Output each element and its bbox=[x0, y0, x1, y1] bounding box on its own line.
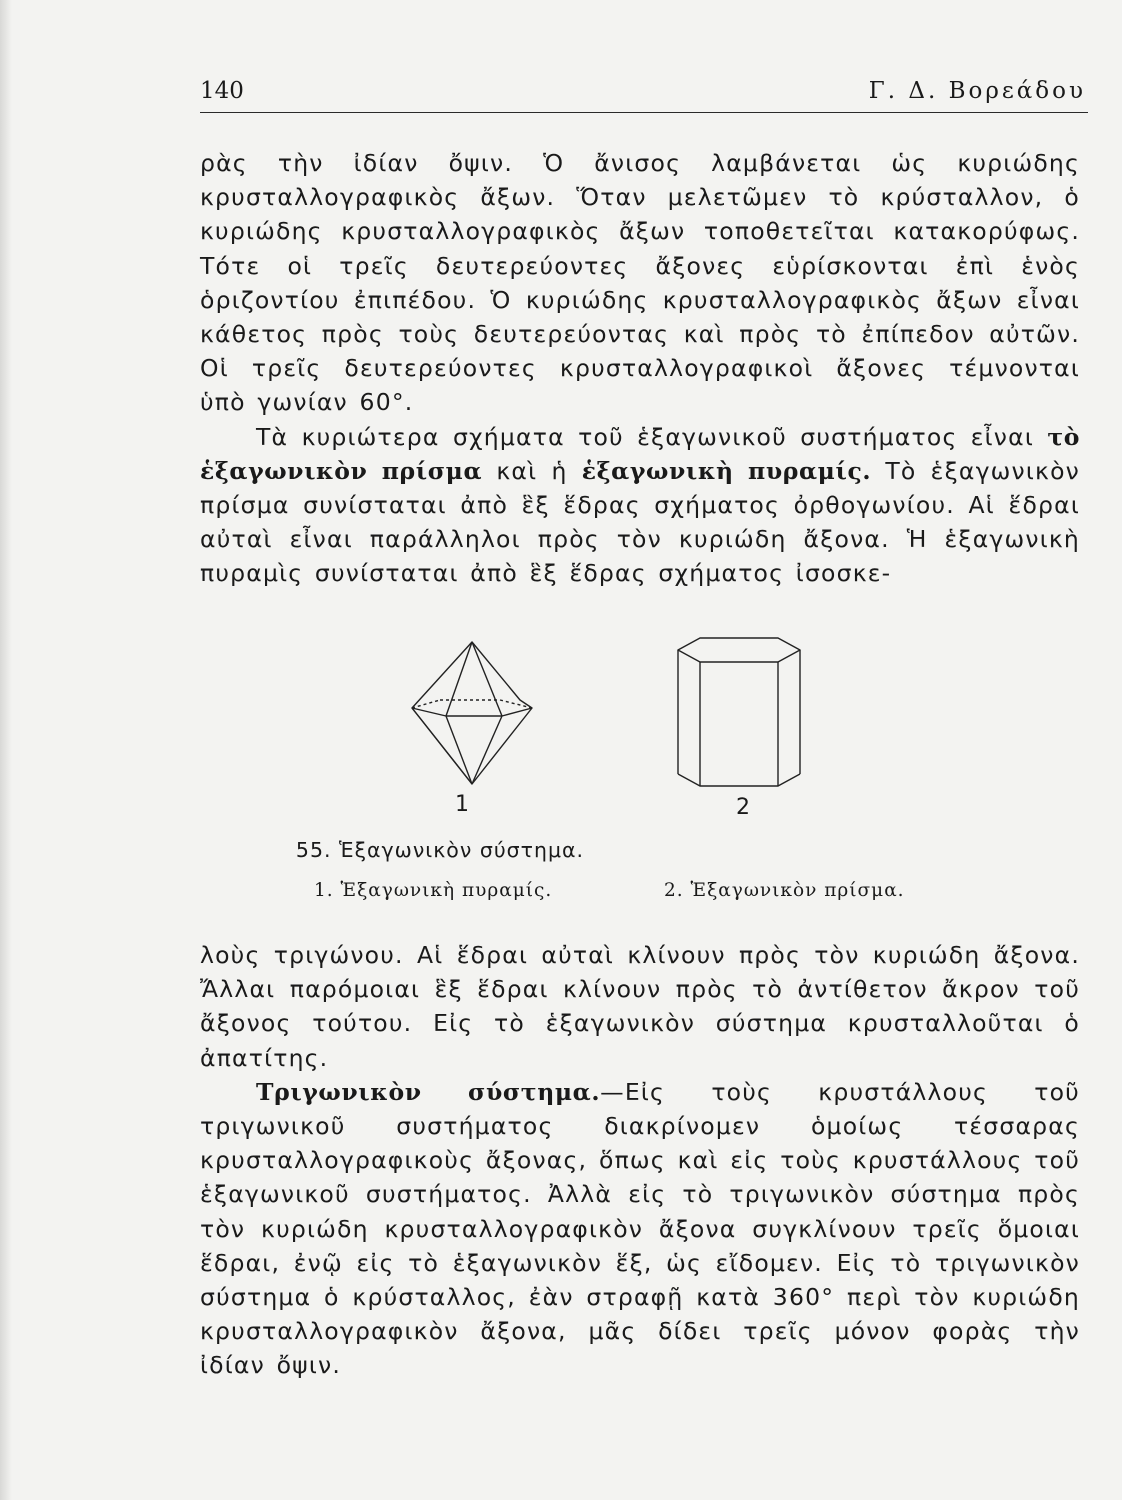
term-hexagonal-prism: τὸ ἑξαγωνικὸν πρίσμα bbox=[200, 422, 1080, 485]
paragraph-text: Τὸ ἑξαγωνικὸν πρίσμα συνίσταται ἀπὸ ἓξ ἕδρας σχήματος ὀρθογωνίου. Αἱ ἕδραι αὐταὶ εἶναι παράλληλοι πρὸς τὸν κυριώδη ἄξονα. Ἡ ἑξαγωνικὴ πυραμὶς συνίσταται ἀπὸ ἓξ ἕδρας σχήματος ἰσοσκε- bbox=[200, 456, 1080, 588]
paragraph-text: Τὰ κυριώτερα σχήματα τοῦ ἑξαγωνικοῦ συστήματος εἶναι bbox=[256, 422, 1034, 451]
page-number: 140 bbox=[200, 78, 244, 104]
hexagonal-pyramid-drawing bbox=[412, 642, 532, 784]
text-block-bottom bbox=[200, 938, 1080, 1383]
figure-55 bbox=[200, 630, 1080, 910]
text-block-top bbox=[200, 146, 1080, 591]
page-edge-shadow bbox=[0, 0, 12, 1500]
figure-label-1: 1 bbox=[455, 792, 469, 817]
figure-caption: 55. Ἑξαγωνικὸν σύστημα. bbox=[295, 838, 585, 862]
figure-subcaption-2: 2. Ἑξαγωνικὸν πρίσμα. bbox=[664, 880, 905, 901]
figure-label-2: 2 bbox=[736, 795, 750, 820]
running-header bbox=[200, 72, 1088, 113]
paragraph-continuation: ρὰς τὴν ἰδίαν ὄψιν. Ὁ ἄνισος λαμβάνεται ὡς κυριώδης κρυσταλλογραφικὸς ἄξων. Ὅταν μελετῶμεν τὸ κρύσταλλον, ὁ κυριώδης κρυσταλλογραφικὸς ἄξων τοποθετεῖται κατακορύφως. Τότε οἱ τρεῖς δευτερεύοντες ἄξονες εὑρίσκονται ἐπὶ ἑνὸς ὁριζοντίου ἐπιπέδου. Ὁ κυριώδης κρυσταλλογραφικὸς ἄξων εἶναι κάθετος πρὸς τοὺς δευτερεύοντας καὶ πρὸς τὸ ἐπίπεδον αὐτῶν. Οἱ τρεῖς δευτερεύοντες κρυσταλλογραφικοὶ ἄξονες τέμνονται ὑπὸ γωνίαν 60°. bbox=[200, 149, 1080, 417]
running-head-author: Γ. Δ. Βορεάδου bbox=[868, 78, 1086, 104]
paragraph-text: καὶ ἡ bbox=[496, 456, 568, 485]
heading-trigonal-system: Τριγωνικὸν σύστημα. bbox=[256, 1077, 601, 1106]
term-hexagonal-pyramid: ἑξαγωνικὴ πυραμίς. bbox=[581, 456, 872, 485]
paragraph-text: —Εἰς τοὺς κρυστάλλους τοῦ τριγωνικοῦ συστήματος διακρίνομεν ὁμοίως τέσσαρας κρυσταλλογραφικοὺς ἄξονας, ὅπως καὶ εἰς τοὺς κρυστάλλους τοῦ ἑξαγωνικοῦ συστήματος. Ἀλλὰ εἰς τὸ τριγωνικὸν σύστημα πρὸς τὸν κυριώδη κρυσταλλογραφικὸν ἄξονα συγκλίνουν τρεῖς ὅμοιαι ἕδραι, ἐνῷ εἰς τὸ ἑξαγωνικὸν ἕξ, ὡς εἴδομεν. Εἰς τὸ τριγωνικὸν σύστημα ὁ κρύσταλλος, ἐὰν στραφῇ κατὰ 360° περὶ τὸν κυριώδη κρυσταλλογραφικὸν ἄξονα, μᾶς δίδει τρεῖς μόνον φορὰς τὴν ἰδίαν ὄψιν. bbox=[200, 1077, 1080, 1380]
figure-subcaption-1: 1. Ἑξαγωνικὴ πυραμίς. bbox=[314, 880, 553, 901]
hexagonal-prism-drawing bbox=[678, 638, 800, 786]
paragraph-pyramid-faces: λοὺς τριγώνου. Αἱ ἕδραι αὐταὶ κλίνουν πρὸς τὸν κυριώδη ἄξονα. Ἄλλαι παρόμοιαι ἓξ ἕδραι κλίνουν πρὸς τὸ ἀντίθετον ἄκρον τοῦ ἄξονος τούτου. Εἰς τὸ ἑξαγωνικὸν σύστημα κρυσταλλοῦται ὁ ἀπατίτης. bbox=[200, 941, 1080, 1072]
crystal-drawings bbox=[200, 630, 1080, 830]
paragraph-hexagonal-forms bbox=[200, 420, 1080, 591]
paragraph-trigonal-system bbox=[200, 1075, 1080, 1383]
